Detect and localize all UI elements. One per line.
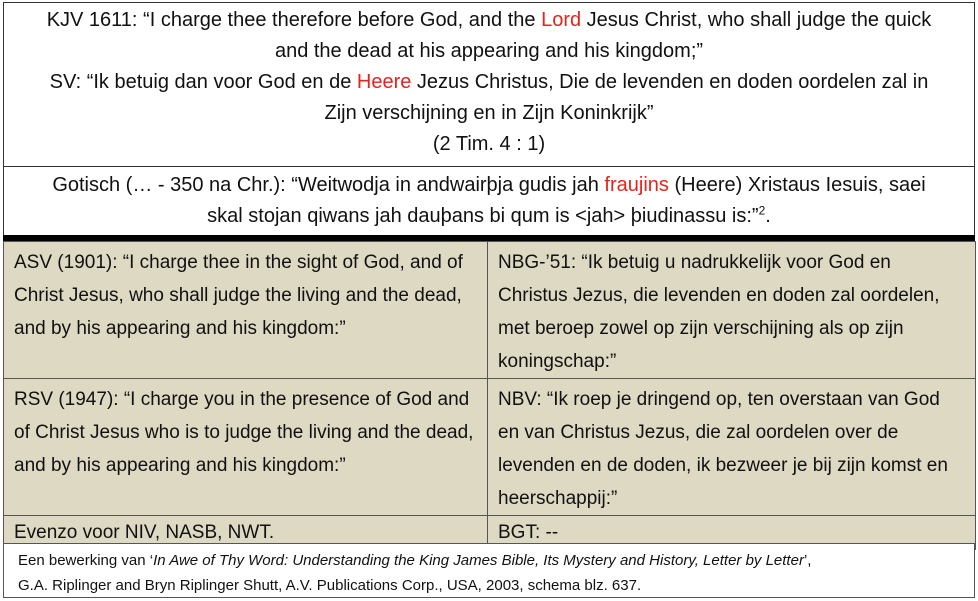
verse-main-box bbox=[4, 3, 974, 167]
gothic-line2-wrap bbox=[4, 201, 974, 232]
asv-cell: ASV (1901): “I charge thee in the sight of God, and of Christ Jesus, who shall judge the living and the dead, and by his appearing and his kingdom:” bbox=[4, 242, 488, 379]
source-footer bbox=[3, 543, 975, 598]
gothic-prefix: Gotisch (… - 350 na Chr.): “Weitwodja in andwairþja gudis jah bbox=[52, 174, 605, 196]
source-title: In Awe of Thy Word: Understanding the King James Bible, Its Mystery and History, Letter by Letter bbox=[153, 552, 804, 569]
gothic-end: . bbox=[765, 205, 771, 227]
nbv-cell: NBV: “Ik roep je dringend op, ten overstaan van God en van Christus Jezus, die zal oordelen over de levenden en de doden, ik bezweer je bij zijn komst en heerschappij:” bbox=[488, 379, 976, 516]
bgt-cell: BGT: -- bbox=[488, 516, 976, 550]
rsv-cell: RSV (1947): “I charge you in the presence of God and of Christ Jesus who is to judge the living and the dead, and by his appearing and his kingdom:” bbox=[4, 379, 488, 516]
comparison-table bbox=[3, 241, 976, 550]
sv-line2: Zijn verschijning en in Zijn Koninkrijk” bbox=[324, 102, 654, 124]
table-row bbox=[4, 242, 976, 379]
kjv-highlight: Lord bbox=[541, 9, 582, 31]
kjv-suffix: Jesus Christ, who shall judge the quick bbox=[581, 9, 932, 31]
others-cell: Evenzo voor NIV, NASB, NWT. bbox=[4, 516, 488, 550]
verse-block bbox=[3, 2, 975, 236]
sv-suffix: Jezus Christus, Die de levenden en doden oordelen zal in bbox=[411, 71, 929, 93]
source-prefix: Een bewerking van ‘ bbox=[18, 552, 154, 569]
gothic-highlight: fraujins bbox=[604, 174, 669, 196]
sv-highlight: Heere bbox=[356, 71, 412, 93]
gothic-verse-box bbox=[4, 167, 974, 235]
source-line1 bbox=[18, 548, 964, 573]
gothic-suffix: (Heere) Xristaus Iesuis, saei bbox=[668, 174, 926, 196]
kjv-verse bbox=[4, 5, 974, 36]
sv-prefix: SV: “Ik betuig dan voor God en de bbox=[49, 71, 357, 93]
gothic-verse bbox=[4, 170, 974, 201]
source-line2: G.A. Riplinger and Bryn Riplinger Shutt, A.V. Publications Corp., USA, 2003, schema blz. 637. bbox=[18, 577, 642, 594]
table-row bbox=[4, 379, 976, 516]
nbg-cell: NBG-’51: “Ik betuig u nadrukkelijk voor God en Christus Jezus, die levenden en doden zal oordelen, met beroep zowel op zijn verschijning als op zijn koningschap:” bbox=[488, 242, 976, 379]
verse-reference: (2 Tim. 4 : 1) bbox=[432, 133, 546, 155]
kjv-line2: and the dead at his appearing and his kingdom;” bbox=[274, 40, 704, 62]
sv-verse bbox=[4, 67, 974, 98]
gothic-line2: skal stojan qiwans jah dauþans bi qum is <jah> þiudinassu is:” bbox=[207, 205, 759, 227]
gothic-footnote: 2 bbox=[758, 203, 766, 218]
source-suffix: ’, bbox=[803, 552, 812, 569]
kjv-prefix: KJV 1611: “I charge thee therefore before God, and the bbox=[46, 9, 542, 31]
